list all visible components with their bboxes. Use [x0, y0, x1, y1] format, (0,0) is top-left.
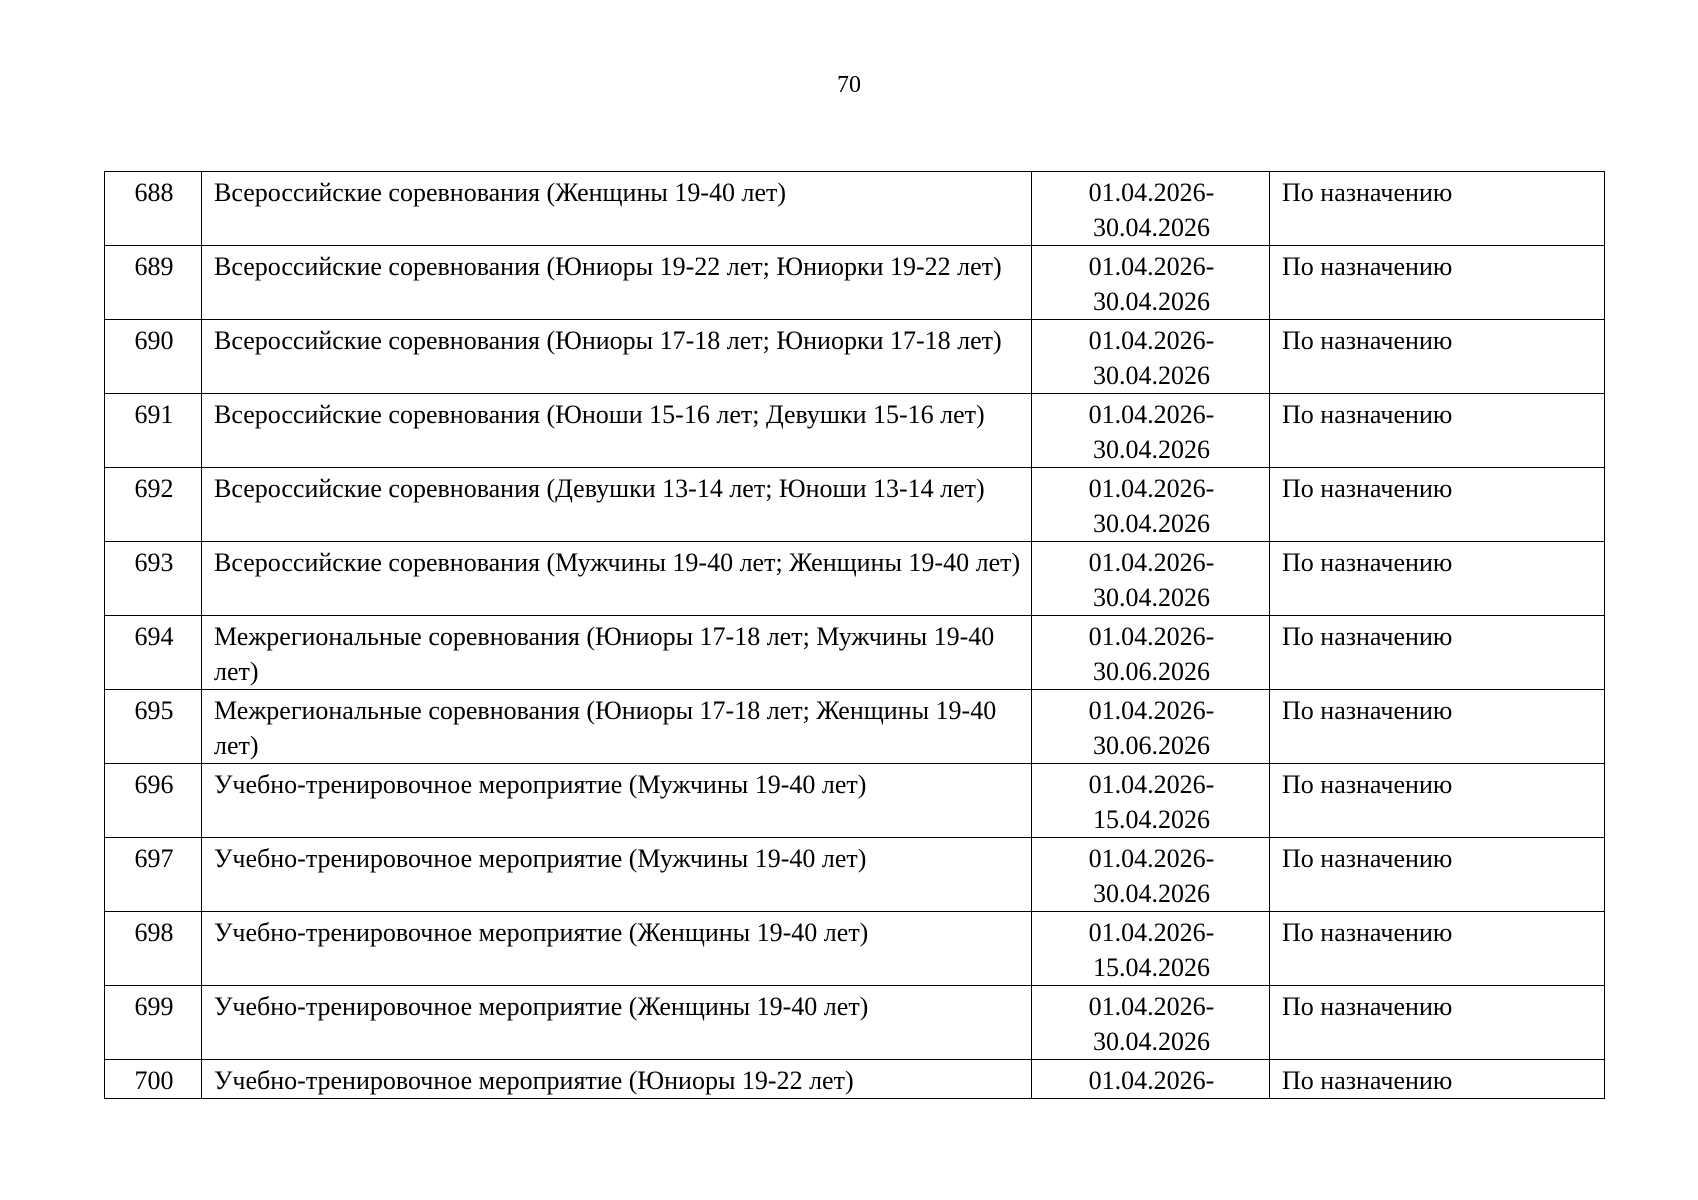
table-row	[105, 394, 1605, 468]
event-name: Межрегиональные соревнования (Юниоры 17-18 лет; Мужчины 19-40 лет)	[202, 616, 1032, 690]
event-name: Всероссийские соревнования (Юноши 15-16 лет; Девушки 15-16 лет)	[202, 394, 1032, 468]
event-name: Межрегиональные соревнования (Юниоры 17-18 лет; Женщины 19-40 лет)	[202, 690, 1032, 764]
table-row	[105, 320, 1605, 394]
event-note: По назначению	[1270, 468, 1605, 542]
row-number: 692	[105, 468, 202, 542]
event-dates: 01.04.2026- 30.04.2026	[1032, 468, 1270, 542]
row-number: 698	[105, 912, 202, 986]
event-dates: 01.04.2026- 30.06.2026	[1032, 690, 1270, 764]
row-number: 697	[105, 838, 202, 912]
table-row	[105, 986, 1605, 1060]
event-note: По назначению	[1270, 246, 1605, 320]
row-number: 696	[105, 764, 202, 838]
event-name: Всероссийские соревнования (Мужчины 19-40 лет; Женщины 19-40 лет)	[202, 542, 1032, 616]
event-note: По назначению	[1270, 912, 1605, 986]
event-note: По назначению	[1270, 838, 1605, 912]
event-note: По назначению	[1270, 542, 1605, 616]
table-row	[105, 912, 1605, 986]
table-row	[105, 172, 1605, 246]
event-name: Всероссийские соревнования (Женщины 19-40 лет)	[202, 172, 1032, 246]
event-name: Учебно-тренировочное мероприятие (Женщины 19-40 лет)	[202, 912, 1032, 986]
event-dates: 01.04.2026- 30.04.2026	[1032, 172, 1270, 246]
event-dates: 01.04.2026- 30.04.2026	[1032, 838, 1270, 912]
table-row	[105, 616, 1605, 690]
table-row	[105, 838, 1605, 912]
row-number: 694	[105, 616, 202, 690]
event-note: По назначению	[1270, 616, 1605, 690]
event-note: По назначению	[1270, 320, 1605, 394]
table-row	[105, 246, 1605, 320]
event-note: По назначению	[1270, 690, 1605, 764]
row-number: 700	[105, 1060, 202, 1099]
event-name: Учебно-тренировочное мероприятие (Мужчины 19-40 лет)	[202, 764, 1032, 838]
row-number: 689	[105, 246, 202, 320]
table-row	[105, 542, 1605, 616]
table-row	[105, 764, 1605, 838]
event-dates: 01.04.2026-	[1032, 1060, 1270, 1099]
event-note: По назначению	[1270, 986, 1605, 1060]
event-note: По назначению	[1270, 1060, 1605, 1099]
event-name: Всероссийские соревнования (Юниоры 17-18 лет; Юниорки 17-18 лет)	[202, 320, 1032, 394]
event-name: Всероссийские соревнования (Юниоры 19-22 лет; Юниорки 19-22 лет)	[202, 246, 1032, 320]
row-number: 695	[105, 690, 202, 764]
row-number: 693	[105, 542, 202, 616]
row-number: 690	[105, 320, 202, 394]
page-number: 70	[837, 72, 861, 98]
event-name: Учебно-тренировочное мероприятие (Юниоры 19-22 лет)	[202, 1060, 1032, 1099]
event-note: По назначению	[1270, 172, 1605, 246]
event-dates: 01.04.2026- 30.04.2026	[1032, 394, 1270, 468]
event-dates: 01.04.2026- 15.04.2026	[1032, 912, 1270, 986]
event-dates: 01.04.2026- 30.04.2026	[1032, 320, 1270, 394]
table-row	[105, 1060, 1605, 1099]
event-dates: 01.04.2026- 30.04.2026	[1032, 246, 1270, 320]
event-dates: 01.04.2026- 15.04.2026	[1032, 764, 1270, 838]
row-number: 691	[105, 394, 202, 468]
event-name: Учебно-тренировочное мероприятие (Женщины 19-40 лет)	[202, 986, 1032, 1060]
event-dates: 01.04.2026- 30.06.2026	[1032, 616, 1270, 690]
events-table	[104, 171, 1605, 1099]
event-name: Учебно-тренировочное мероприятие (Мужчины 19-40 лет)	[202, 838, 1032, 912]
row-number: 699	[105, 986, 202, 1060]
event-dates: 01.04.2026- 30.04.2026	[1032, 542, 1270, 616]
table-row	[105, 468, 1605, 542]
event-note: По назначению	[1270, 764, 1605, 838]
event-name: Всероссийские соревнования (Девушки 13-14 лет; Юноши 13-14 лет)	[202, 468, 1032, 542]
event-dates: 01.04.2026- 30.04.2026	[1032, 986, 1270, 1060]
event-note: По назначению	[1270, 394, 1605, 468]
table-row	[105, 690, 1605, 764]
row-number: 688	[105, 172, 202, 246]
